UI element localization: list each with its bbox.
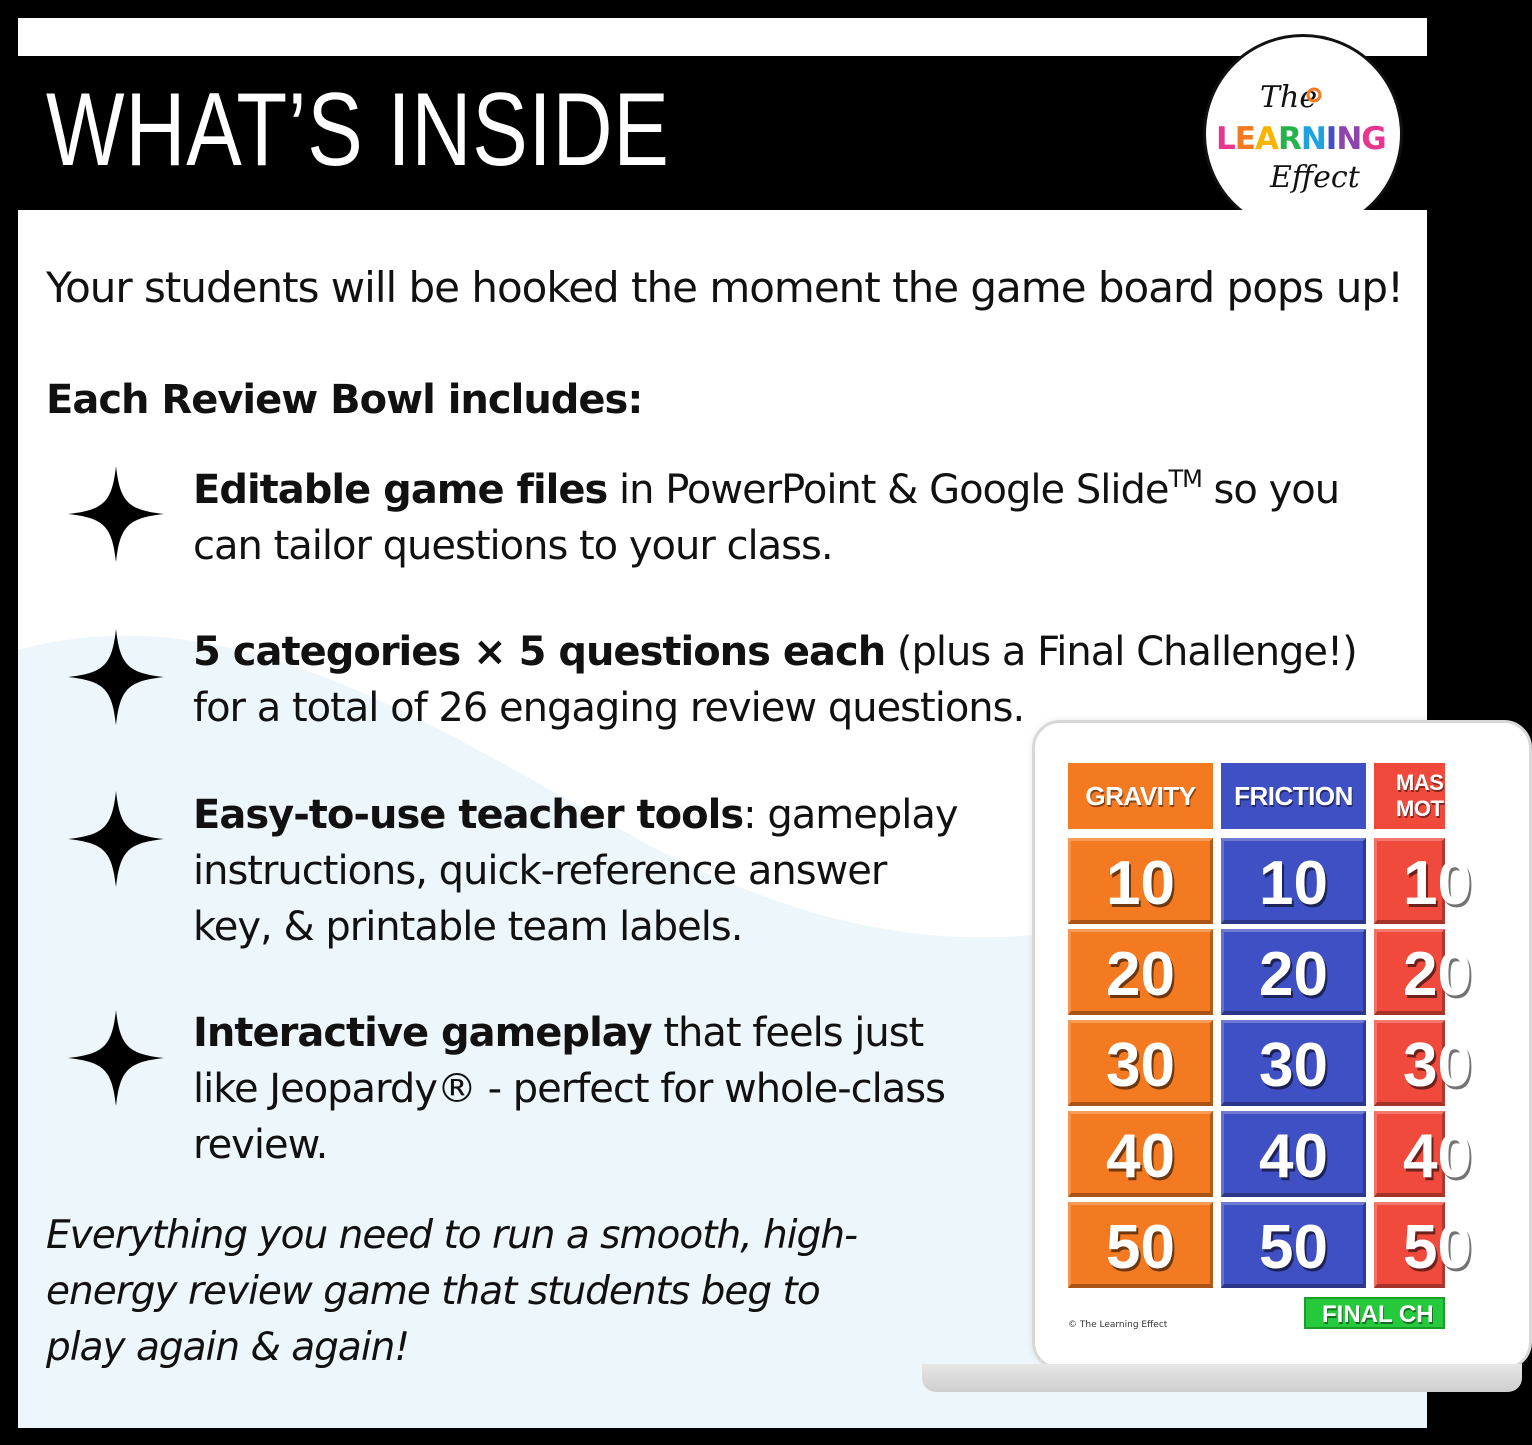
board-cell[interactable]: 40 xyxy=(1221,1111,1366,1197)
board-header-gravity[interactable]: GRAVITY xyxy=(1068,763,1213,829)
board-copyright: © The Learning Effect xyxy=(1068,1320,1168,1330)
bullet-editable-files: Editable game files in PowerPoint & Google Slide™ so you can tailor questions to your class. xyxy=(193,465,1340,569)
sparkle-icon xyxy=(66,1008,166,1108)
board-cell[interactable]: 20 xyxy=(1221,929,1366,1015)
laptop-base xyxy=(922,1364,1522,1392)
board-cell[interactable]: 40 xyxy=(1374,1111,1445,1197)
board-cell[interactable]: 50 xyxy=(1374,1202,1445,1288)
svg-text:Effect: Effect xyxy=(1270,160,1360,195)
board-cell[interactable]: 20 xyxy=(1068,929,1213,1015)
board-cell[interactable]: 30 xyxy=(1068,1020,1213,1106)
sparkle-icon xyxy=(66,789,166,889)
board-cell[interactable]: 20 xyxy=(1374,929,1445,1015)
svg-text:LEARNING: LEARNING xyxy=(1216,121,1386,157)
bullet-interactive-gameplay: Interactive gameplay that feels just like Jeopardy® - perfect for whole-class review. xyxy=(193,1010,945,1168)
board-cell[interactable]: 50 xyxy=(1068,1202,1213,1288)
learning-effect-logo xyxy=(1203,34,1403,234)
board-cell[interactable]: 10 xyxy=(1221,838,1366,924)
sparkle-icon xyxy=(66,627,166,727)
bullet-categories: 5 categories × 5 questions each (plus a Final Challenge!) for a total of 26 engaging review questions. xyxy=(193,629,1357,731)
intro-text: Your students will be hooked the moment the game board pops up! xyxy=(46,263,1403,312)
board-header-mass-motion[interactable]: MAS MOT xyxy=(1374,763,1445,829)
board-cell[interactable]: 30 xyxy=(1221,1020,1366,1106)
bullet-teacher-tools: Easy-to-use teacher tools: gameplay instructions, quick-reference answer key, & printable team labels. xyxy=(193,792,958,950)
board-cell[interactable]: 10 xyxy=(1068,838,1213,924)
board-cell[interactable]: 30 xyxy=(1374,1020,1445,1106)
board-cell[interactable]: 40 xyxy=(1068,1111,1213,1197)
sparkle-icon xyxy=(66,464,166,564)
board-cell[interactable]: 10 xyxy=(1374,838,1445,924)
includes-heading: Each Review Bowl includes: xyxy=(46,377,643,423)
page-title: WHAT’S INSIDE xyxy=(46,72,670,188)
closing-text: Everything you need to run a smooth, high-energy review game that students beg to play again & again! xyxy=(46,1213,858,1370)
board-cell[interactable]: 50 xyxy=(1221,1202,1366,1288)
board-header-friction[interactable]: FRICTION xyxy=(1221,763,1366,829)
svg-text:The: The xyxy=(1260,80,1318,115)
final-challenge-button[interactable]: FINAL CH xyxy=(1304,1297,1445,1329)
